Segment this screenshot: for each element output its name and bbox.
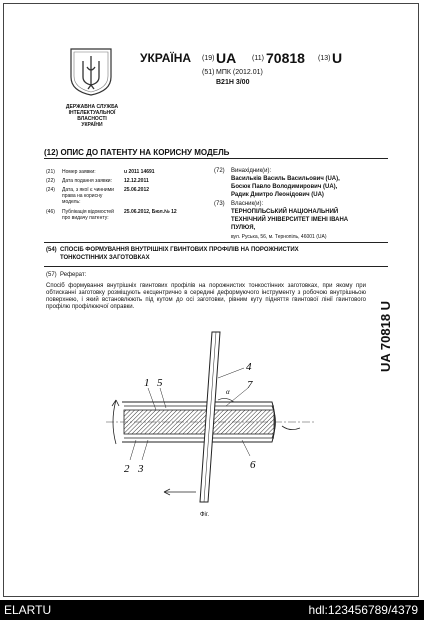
document-type-title: (12) ОПИС ДО ПАТЕНТУ НА КОРИСНУ МОДЕЛЬ xyxy=(44,148,230,157)
publication-date: 25.06.2012, Бюл.№ 12 xyxy=(124,209,177,215)
inid-code-57: (57) xyxy=(46,272,57,278)
owner-label: Власник(и): xyxy=(231,201,264,207)
patent-number: 70818 xyxy=(266,50,305,66)
inid-code: (21) xyxy=(46,169,55,175)
inventor: Васильків Василь Васильович (UA), xyxy=(231,176,340,182)
field-label: Публікація відомостей про видачу патенту: xyxy=(62,209,114,221)
fig-label-6: 6 xyxy=(250,459,256,471)
country-code: UA xyxy=(216,50,237,66)
application-number: u 2011 14691 xyxy=(124,169,155,175)
fig-label-alpha: α xyxy=(226,388,230,396)
fig-label-2: 2 xyxy=(124,463,130,475)
inid-code-51: (51) xyxy=(202,69,215,76)
divider xyxy=(44,158,388,159)
inid-code-13: (13) xyxy=(318,55,331,62)
fig-label-5: 5 xyxy=(157,377,163,389)
side-patent-number: UA 70818 U xyxy=(378,300,393,372)
fig-label-4: 4 xyxy=(246,361,252,373)
inid-code: (46) xyxy=(46,209,55,215)
patent-office-name: ДЕРЖАВНА СЛУЖБА ІНТЕЛЕКТУАЛЬНОЇ ВЛАСНОСТІ УКРАЇНИ xyxy=(65,104,119,128)
figure-caption: Фіг. xyxy=(200,512,210,518)
effective-date: 25.06.2012 xyxy=(124,187,150,193)
drawing-svg xyxy=(104,330,324,520)
inid-code-11: (11) xyxy=(252,55,264,62)
field-label: Дата, з якої є чинними права на корисну модель: xyxy=(62,187,114,205)
inventor: Радик Дмитро Леонідович (UA) xyxy=(231,192,324,198)
inventors-label: Винахідник(и): xyxy=(231,168,272,174)
owner-name: ТЕХНІЧНИЙ УНІВЕРСИТЕТ ІМЕНІ ІВАНА xyxy=(231,217,349,223)
technical-drawing xyxy=(104,330,324,520)
inid-code-19: (19) xyxy=(202,55,215,62)
owner-name: ПУЛЮЯ, xyxy=(231,225,256,231)
inventor: Босюк Павло Володимирович (UA), xyxy=(231,184,338,190)
abstract-label: Реферат: xyxy=(60,272,87,278)
divider xyxy=(44,242,388,243)
footer-handle: hdl:123456789/4379 xyxy=(308,603,418,617)
inid-code-73: (73) xyxy=(214,201,225,207)
inid-code-72: (72) xyxy=(214,168,225,174)
field-label: Дата подання заявки: xyxy=(62,178,112,184)
footer-source: ELARTU xyxy=(4,603,52,617)
country-name: УКРАЇНА xyxy=(140,51,192,65)
inid-code: (22) xyxy=(46,178,55,184)
invention-title: СПОСІБ ФОРМУВАННЯ ВНУТРІШНІХ ГВИНТОВИХ ПРОФІЛІВ НА ПОРОЖНИСТИХ xyxy=(60,247,299,253)
filing-date: 12.12.2011 xyxy=(124,178,149,184)
fig-label-1: 1 xyxy=(144,377,150,389)
field-label: Номер заявки: xyxy=(62,169,96,175)
coat-of-arms-logo xyxy=(68,47,114,97)
fig-label-3: 3 xyxy=(138,463,144,475)
footer-bar xyxy=(0,600,424,620)
ipc-class: B21H 3/00 xyxy=(216,79,250,86)
invention-title-cont: ТОНКОСТІННИХ ЗАГОТОВКАХ xyxy=(60,255,150,261)
document-kind: U xyxy=(332,50,343,66)
owner-name: ТЕРНОПІЛЬСЬКИЙ НАЦІОНАЛЬНИЙ xyxy=(231,209,339,215)
ipc-version: МПК (2012.01) xyxy=(216,69,263,76)
inid-code-54: (54) xyxy=(46,247,57,253)
divider xyxy=(44,266,388,267)
abstract-text: Спосіб формування внутрішніх гвинтових профілів на порожнистих тонкостінних заготовках, при якому при обтисканні заготовку розміщують ексцентрично в середині деформуючого інструменту з робочою внутрішньою поверхнею, і який встановлюють під кутом до осі заготовки, рівним куту підняття гвинтової лінії гвинтового профілю профілюючої оправки. xyxy=(46,283,366,310)
inid-code: (24) xyxy=(46,187,55,193)
owner-address: вул. Руська, 56, м. Тернопіль, 46001 (UA) xyxy=(231,234,327,240)
fig-label-7: 7 xyxy=(247,379,253,391)
